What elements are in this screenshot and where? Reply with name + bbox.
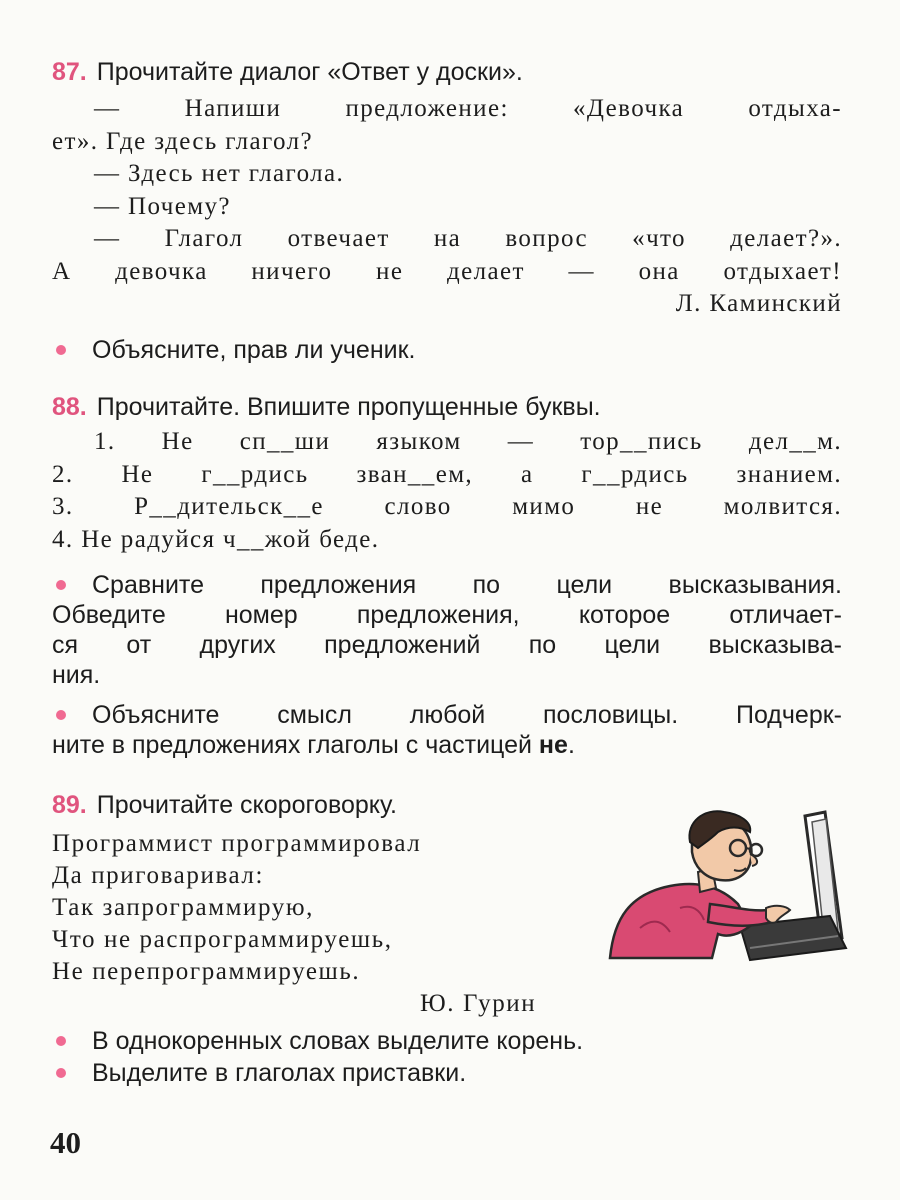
task-text: Обведите номер предложения, которое отличает- (52, 601, 842, 629)
proverb-line: 1. Не сп__ши языком — тор__пись дел__м. (94, 428, 842, 455)
exercise-number: 89. (52, 791, 87, 819)
dialog-line: — Глагол отвечает на вопрос «что делает?». (94, 225, 842, 252)
task-text: Объясните, прав ли ученик. (92, 335, 416, 364)
author-name: Ю. Гурин (420, 990, 537, 1017)
task-item (52, 335, 842, 365)
dialog-line: А девочка ничего не делает — она отдыхает! (52, 257, 842, 285)
dialog-line: — Почему? (94, 192, 231, 220)
poem-line: Не перепрограммируешь. (52, 958, 361, 985)
task-text: Сравните предложения по цели высказывания. (92, 571, 842, 599)
particle-ne: не (538, 731, 568, 759)
proverbs-list (52, 426, 842, 556)
exercise-number: 87. (52, 58, 87, 86)
exercise-instruction: Прочитайте. Впишите пропущенные буквы. (96, 393, 601, 421)
task-text: ся от других предложений по цели высказыва- (52, 631, 842, 659)
bullet-dot-icon (56, 580, 66, 590)
dialog-line: — Напиши предложение: «Девочка отдыха- (94, 95, 842, 122)
dialog-line: — Здесь нет глагола. (94, 160, 345, 187)
poem-line: Так запрограммирую, (52, 894, 315, 921)
task-text: ния. (52, 661, 101, 689)
proverb-line: 4. Не радуйся ч__жой беде. (52, 525, 380, 553)
poem-line: Что не распрограммируешь, (52, 926, 393, 953)
task-item (52, 1026, 842, 1056)
dialog-text (52, 93, 842, 321)
programmer-illustration-icon (600, 808, 850, 968)
page-number: 40 (50, 1125, 81, 1160)
task-text-line (52, 730, 842, 760)
task-item (52, 1058, 842, 1088)
poem-line: Программист программировал (52, 830, 422, 857)
bullet-dot-icon (56, 710, 66, 720)
task-text: Выделите в глаголах приставки. (92, 1059, 467, 1087)
task-end: . (567, 731, 575, 759)
proverb-line: 2. Не г__рдись зван__ем, а г__рдись знанием. (52, 460, 842, 488)
task-text: В однокоренных словах выделите корень. (92, 1027, 584, 1055)
task-item (52, 570, 842, 690)
bullet-dot-icon (56, 1036, 66, 1046)
task-item (52, 700, 842, 760)
exercise-instruction: Прочитайте скороговорку. (96, 791, 397, 819)
task-text: ните в предложениях глаголы с частицей (52, 731, 532, 759)
exercise-87-header (52, 55, 842, 89)
exercise-instruction: Прочитайте диалог «Ответ у доски». (96, 58, 523, 86)
dialog-line: ет». Где здесь глагол? (52, 127, 314, 155)
proverb-line: 3. Р__дительск__е слово мимо не молвится. (52, 493, 842, 520)
exercise-number: 88. (52, 393, 87, 421)
bullet-dot-icon (56, 345, 66, 355)
exercise-88-header (52, 390, 842, 424)
exercise-87 (52, 55, 842, 365)
bullet-dot-icon (56, 1068, 66, 1078)
exercise-88 (52, 390, 842, 760)
author-name: Л. Каминский (675, 290, 842, 317)
task-text: Объясните смысл любой пословицы. Подчерк- (92, 701, 842, 729)
poem-line: Да приговаривал: (52, 862, 265, 889)
